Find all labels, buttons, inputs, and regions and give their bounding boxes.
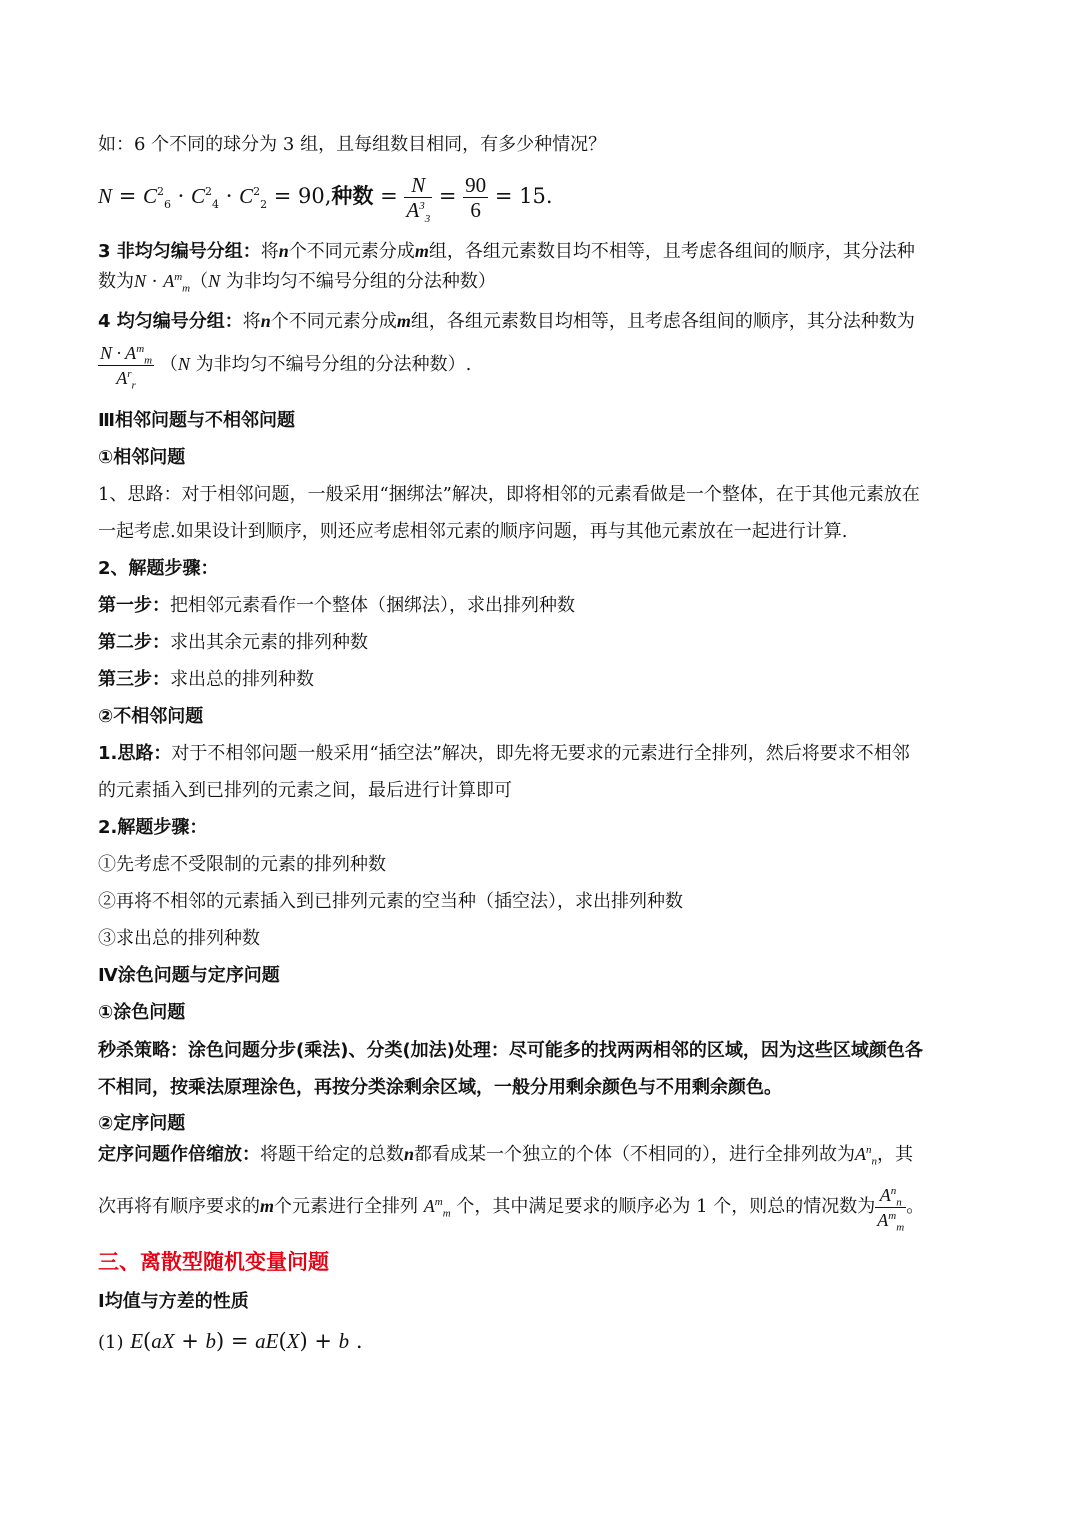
nonadj-line2: 的元素插入到已排列的元素之间，最后进行计算即可 <box>98 780 512 801</box>
adj-line2: 一起考虑.如果设计到顺序，则还应考虑相邻元素的顺序问题，再与其他元素放在一起进行计算. <box>98 521 848 542</box>
s3-line2: 数为$N \cdot A^m_m(N$ 为非均匀不编号分组的分法种数） <box>98 271 496 295</box>
order-line1: 定序问题作倍缩放：将题干给定的总数n都看成某一个独立的个体（不相同的），进行全排列故为$A^n_n$，其 <box>98 1144 914 1168</box>
s3-line1: 3 非均匀编号分组：将n个不同元素分成m组，各组元素数目均不相等，且考虑各组间的顺序，其分法种 <box>98 241 915 262</box>
heading-adjacent: ①相邻问题 <box>98 447 186 468</box>
nonadj-line1: 1.思路：对于不相邻问题一般采用“插空法”解决，即先将无要求的元素进行全排列，然后将要求不相邻 <box>98 743 910 764</box>
nonadj-step3: ③求出总的排列种数 <box>98 928 260 949</box>
heading-order: ②定序问题 <box>98 1113 186 1134</box>
s4-line2: $\frac{N \cdot A^m_m}{A^r_r}$ （N 为非均匀不编号分组的分法种数）. <box>100 342 472 392</box>
nonadj-step2: ②再将不相邻的元素插入到已排列元素的空当种（插空法），求出排列种数 <box>98 891 683 912</box>
step3: 第三步：求出总的排列种数 <box>98 669 314 690</box>
color-line2: 不相同，按乘法原理涂色，再按分类涂剩余区域，一般分用剩余颜色与不用剩余颜色。 <box>98 1077 782 1098</box>
heading-nonadjacent: ②不相邻问题 <box>98 706 204 727</box>
color-line1: 秒杀策略：涂色问题分步(乘法)、分类(加法)处理：尽可能多的找两两相邻的区域，因为这些区域颜色各 <box>98 1040 923 1061</box>
nonadj-step1: ①先考虑不受限制的元素的排列种数 <box>98 854 386 875</box>
s4-line1: 4 均匀编号分组：将n个不同元素分成m组，各组元素数目均相等，且考虑各组间的顺序，其分法种数为 <box>98 311 915 332</box>
order-line2: 次再将有顺序要求的m个元素进行全排列 $A^m_m$ 个，其中满足要求的顺序必为 1 个，则总的情况数为 $\frac{A^n_n}{A^m_m}$ 。 <box>98 1184 925 1234</box>
heading-IV: Ⅳ涂色问题与定序问题 <box>98 965 280 986</box>
property-1: (1) E(aX + b) = aE(X) + b . <box>98 1329 363 1353</box>
example-formula: $N = C^2_6 \cdot C^2_4 \cdot C^2_2 = 90$,种数 = $\frac{N}{A^3_3}$ = $\frac{90}{6}$ = 15. <box>98 173 553 226</box>
heading-III: Ⅲ相邻问题与不相邻问题 <box>98 410 296 431</box>
heading-I: Ⅰ均值与方差的性质 <box>98 1291 249 1312</box>
adj-line1: 1、思路：对于相邻问题，一般采用“捆绑法”解决，即将相邻的元素看做是一个整体，在于其他元素放在 <box>98 484 920 505</box>
example-question: 如：6 个不同的球分为 3 组，且每组数目相同，有多少种情况？ <box>98 134 607 155</box>
nonadj-steps-title: 2.解题步骤： <box>98 817 208 838</box>
heading-coloring: ①涂色问题 <box>98 1002 186 1023</box>
step2: 第二步：求出其余元素的排列种数 <box>98 632 368 653</box>
step1: 第一步：把相邻元素看作一个整体（捆绑法），求出排列种数 <box>98 595 575 616</box>
adj-steps-title: 2、解题步骤： <box>98 558 219 579</box>
section-title-3: 三、离散型随机变量问题 <box>98 1250 329 1274</box>
